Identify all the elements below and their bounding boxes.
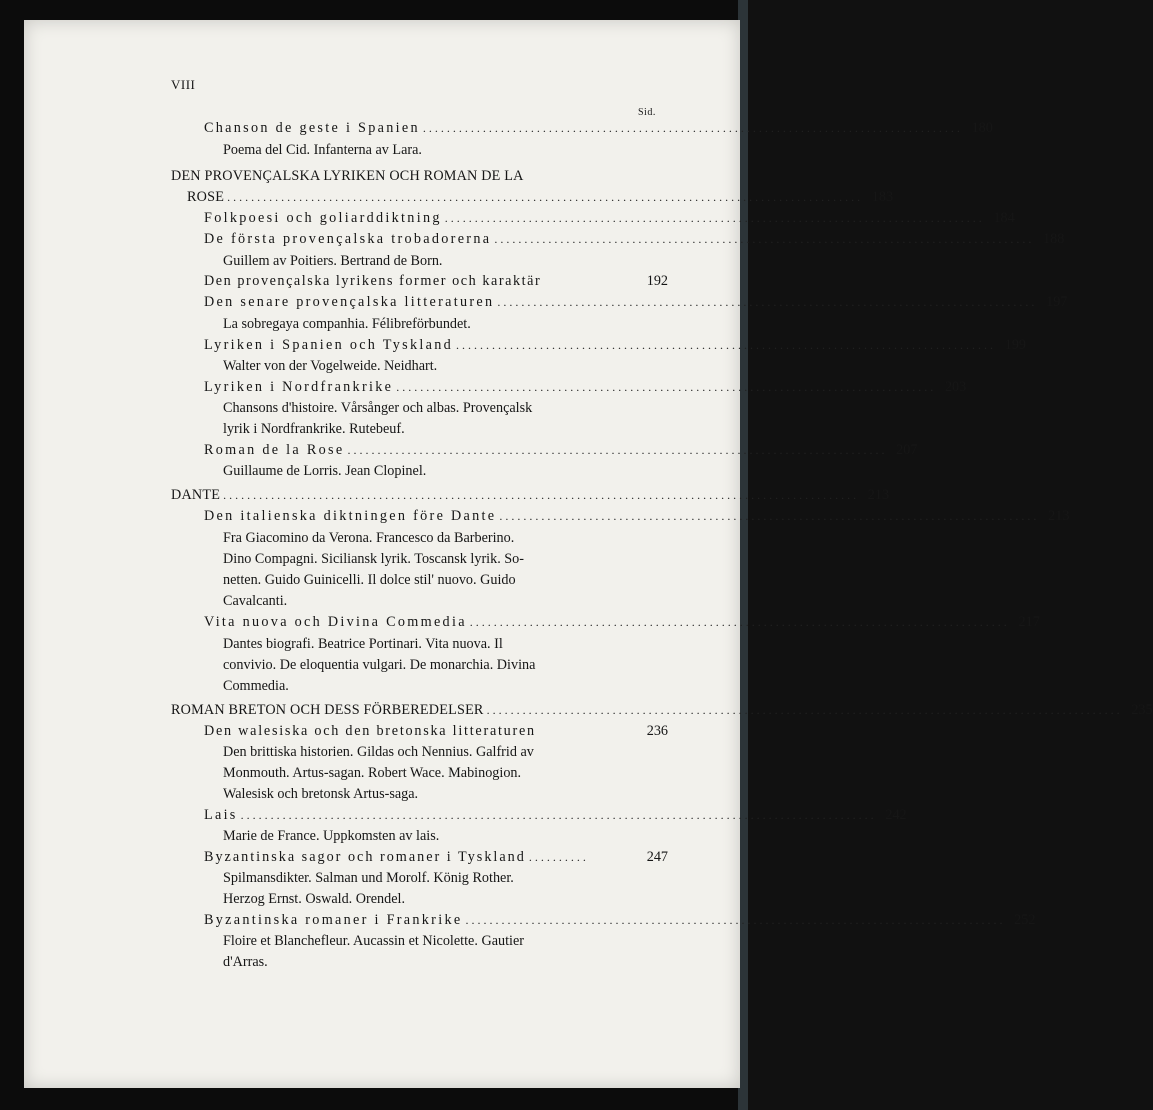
toc-section-title: ROMAN BRETON OCH DESS FÖRBEREDELSER (171, 702, 484, 718)
toc-entry-description: Den brittiska historien. Gildas och Nennius. Galfrid av (223, 744, 534, 760)
toc-entry-title: Lyriken i Nordfrankrike (204, 379, 394, 395)
toc-entry-page: 184 (993, 210, 1015, 226)
toc-entry-page: 192 (646, 273, 668, 289)
page-number: VIII (171, 77, 196, 92)
leader-dots: .......................................................................................................... (486, 703, 1123, 717)
toc-entry-description: Commedia. (223, 678, 289, 694)
toc-entry-page: 203 (944, 379, 967, 395)
toc-entry (204, 118, 993, 138)
toc-entry-description: Walesisk och bretonsk Artus-saga. (223, 786, 419, 802)
toc-entry-title: Den senare provençalska litteraturen (204, 294, 495, 310)
toc-entry-page: 213 (1048, 508, 1070, 524)
toc-entry-title: Den walesiska och den bretonska litteraturen (204, 723, 536, 739)
toc-entry-description: Guillaume de Lorris. Jean Clopinel. (223, 463, 427, 479)
leader-dots: .......................................................................................... (456, 338, 997, 352)
toc-entry-description: lyrik i Nordfrankrike. Rutebeuf. (223, 421, 405, 437)
toc-section (187, 187, 894, 207)
toc-entry-description: Walter von der Vogelweide. Neidhart. (223, 358, 438, 374)
toc-entry-page: 252 (1014, 912, 1036, 928)
toc-entry-page: 180 (971, 120, 993, 136)
toc-entry-title: Byzantinska sagor och romaner i Tyskland (204, 849, 526, 865)
toc-entry (204, 440, 918, 460)
leader-dots: .......................................................................................................... (240, 808, 877, 822)
toc-entry-title: Den italienska diktningen före Dante (204, 508, 497, 524)
toc-section-title-cont: ROSE (187, 189, 225, 205)
toc-entry-title: Byzantinska romaner i Frankrike (204, 912, 463, 928)
toc-entry-title: Lais (204, 807, 238, 823)
toc-entry-description: Chansons d'histoire. Vårsånger och albas. Provençalsk (223, 400, 533, 416)
toc-entry-description: d'Arras. (223, 954, 268, 970)
toc-section-page: 183 (871, 189, 894, 205)
toc-entry (204, 612, 1040, 632)
toc-entry-description: Poema del Cid. Infanterna av Lara. (223, 142, 422, 158)
toc-entry (204, 506, 1070, 526)
toc-entry (204, 847, 668, 867)
toc-entry-page: 242 (885, 807, 907, 823)
toc-entry-description: Dino Compagni. Siciliansk lyrik. Toscansk lyrik. So- (223, 551, 525, 567)
leader-dots: .......................................................................................... (347, 443, 888, 457)
toc-entry (204, 377, 967, 397)
toc-entry-description: Floire et Blanchefleur. Aucassin et Nicolette. Gautier (223, 933, 524, 949)
leader-dots: .......................................................................................... (499, 509, 1040, 523)
toc-entry-title: De första provençalska trobadorerna (204, 231, 492, 247)
toc-entry-description: netten. Guido Guinicelli. Il dolce stil' nuovo. Guido (223, 572, 516, 588)
toc-entry-title: Lyriken i Spanien och Tyskland (204, 337, 454, 353)
toc-section (171, 485, 890, 505)
leader-dots: .......................................................................................... (494, 232, 1035, 246)
toc-entry-title: Vita nuova och Divina Commedia (204, 614, 467, 630)
toc-entry-page: 197 (1046, 294, 1068, 310)
toc-entry-page: 217 (1018, 614, 1040, 630)
book-page (24, 20, 1153, 1088)
toc-entry-page: 199 (1004, 337, 1027, 353)
toc-section-title: DANTE (171, 487, 221, 503)
leader-dots: .......................................................................................................... (223, 488, 860, 502)
toc-entry-description: Herzog Ernst. Oswald. Orendel. (223, 891, 406, 907)
toc-entry-description: Spilmansdikter. Salman und Morolf. König Rother. (223, 870, 514, 886)
toc-entry (204, 292, 1068, 312)
toc-entry (204, 805, 907, 825)
toc-entry-description: La sobregaya companhia. Félibreförbundet. (223, 316, 471, 332)
toc-entry-description: Dantes biografi. Beatrice Portinari. Vita nuova. Il (223, 636, 503, 652)
leader-dots: .......................................................................................... (422, 121, 963, 135)
leader-dots: .......... (528, 850, 589, 864)
toc-section-page: 213 (867, 487, 890, 503)
toc-section-page: 235 (1131, 702, 1153, 718)
toc-entry-title: Chanson de geste i Spanien (204, 120, 420, 136)
toc-entry-page: 207 (896, 442, 918, 458)
toc-entry-description: Cavalcanti. (223, 593, 288, 609)
toc-entry-title: Den provençalska lyrikens former och karaktär (204, 273, 542, 289)
toc-section (171, 700, 1153, 720)
toc-entry-title: Roman de la Rose (204, 442, 345, 458)
toc-entry-description: Fra Giacomino da Verona. Francesco da Barberino. (223, 530, 515, 546)
table-of-contents (24, 20, 1153, 1088)
toc-entry (204, 910, 1036, 930)
toc-entry-title: Folkpoesi och goliarddiktning (204, 210, 442, 226)
toc-entry-page: 188 (1043, 231, 1065, 247)
toc-section-title: DEN PROVENÇALSKA LYRIKEN OCH ROMAN DE LA (171, 168, 524, 184)
leader-dots: .......................................................................................... (497, 295, 1038, 309)
toc-entry-page: 247 (646, 849, 668, 865)
toc-entry-page: 236 (646, 723, 668, 739)
toc-entry-description: Marie de France. Uppkomsten av lais. (223, 828, 440, 844)
leader-dots: .......................................................................................... (469, 615, 1010, 629)
toc-entry (204, 208, 1015, 228)
leader-dots: .......................................................................................... (465, 913, 1006, 927)
toc-entry-description: Guillem av Poitiers. Bertrand de Born. (223, 253, 443, 269)
leader-dots: .......................................................................................... (396, 380, 937, 394)
leader-dots: .......................................................................................... (444, 211, 985, 225)
page-column-label: Sid. (638, 107, 656, 118)
toc-entry-description: Monmouth. Artus-sagan. Robert Wace. Mabinogion. (223, 765, 522, 781)
leader-dots: .......................................................................................................... (227, 190, 864, 204)
toc-entry (204, 229, 1065, 249)
toc-entry (204, 335, 1027, 355)
toc-entry (204, 271, 668, 291)
toc-entry (204, 721, 668, 741)
toc-entry-description: convivio. De eloquentia vulgari. De monarchia. Divina (223, 657, 536, 673)
